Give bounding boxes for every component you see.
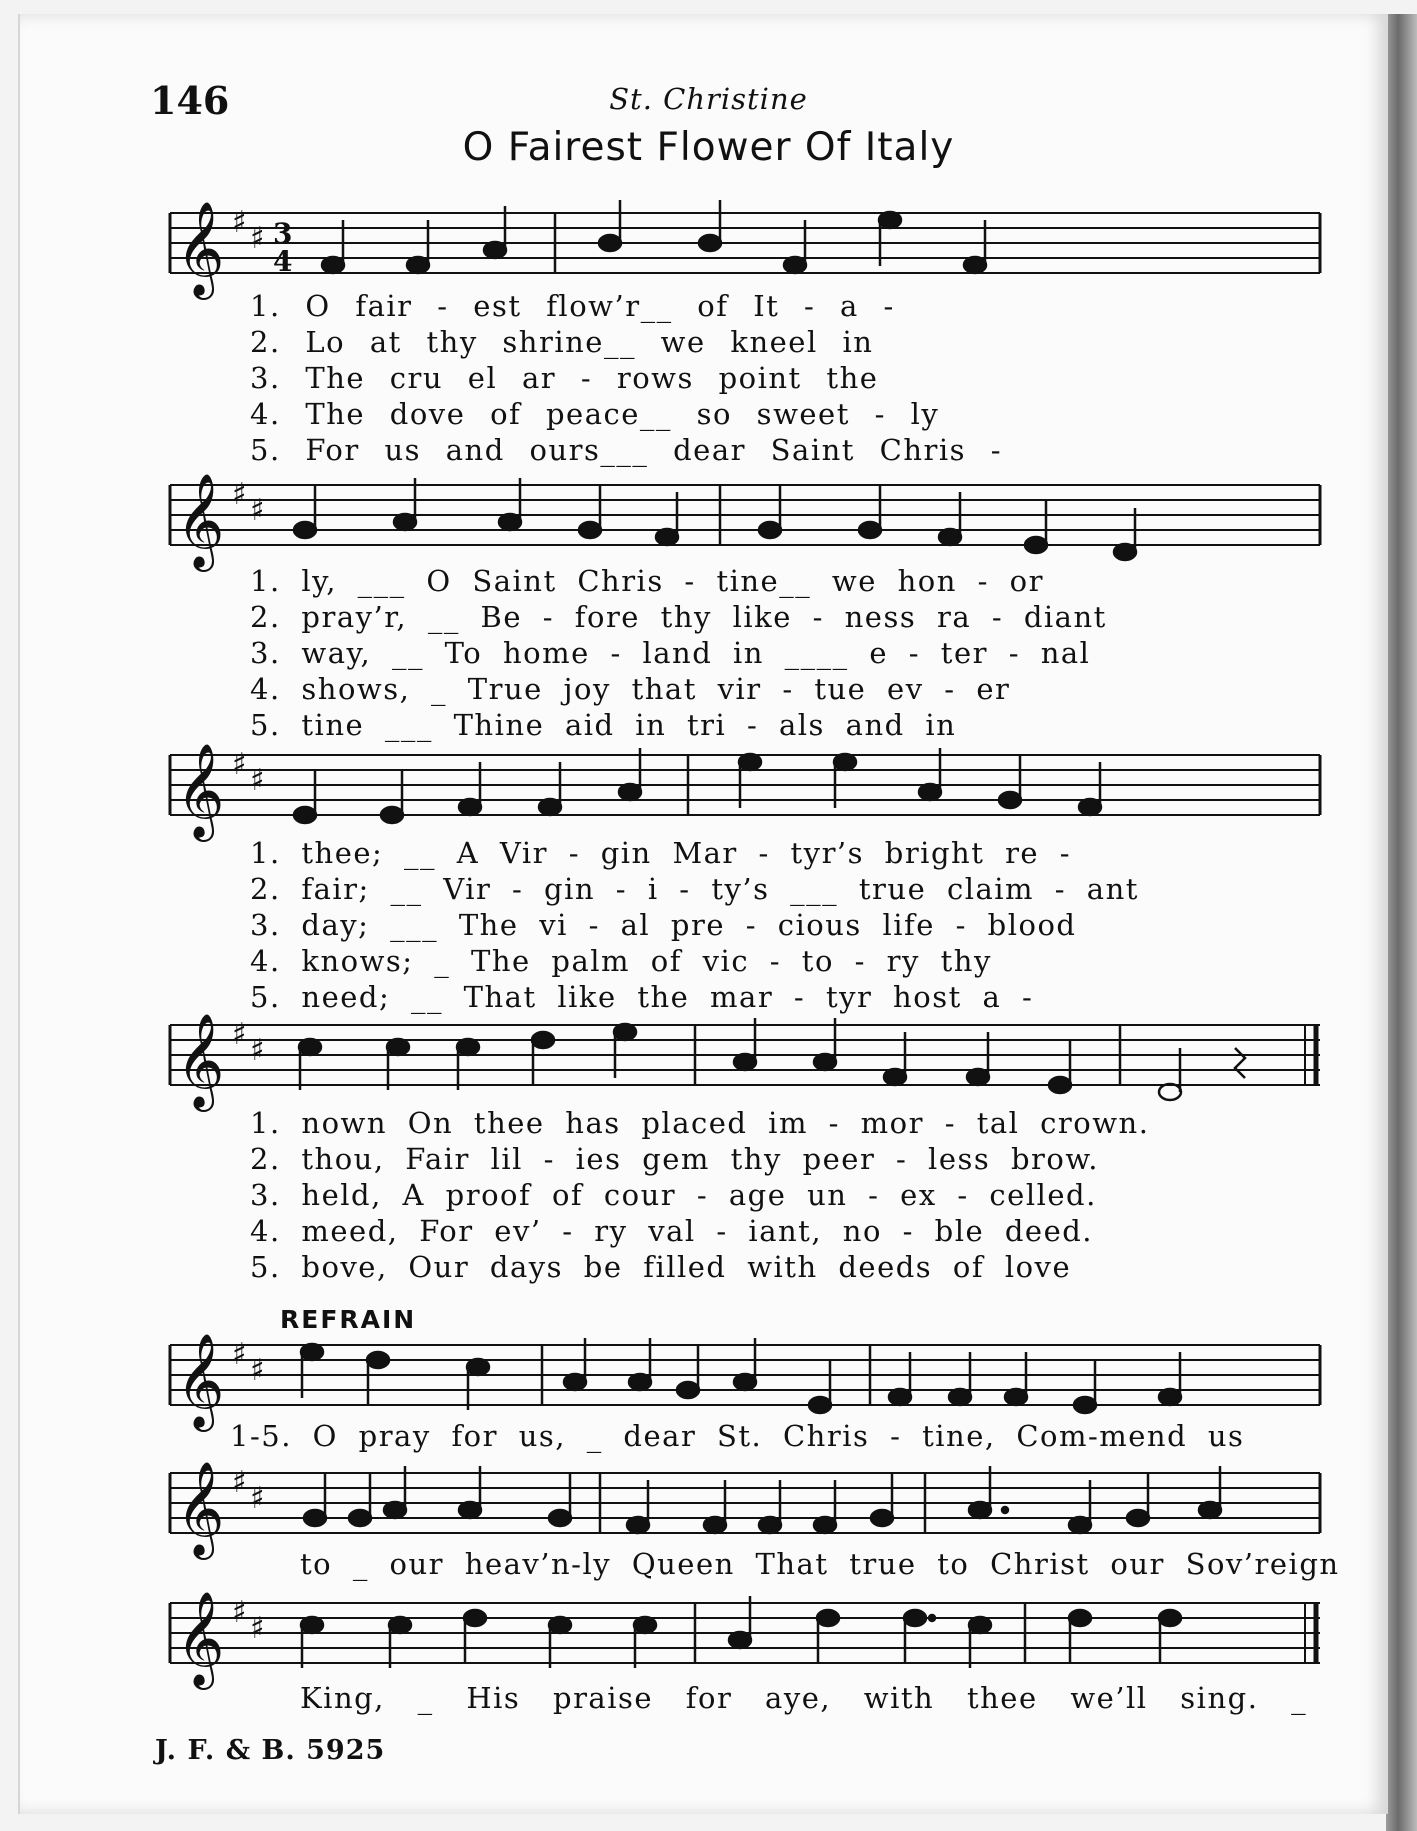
key-signature-sharp-icon: ♯ <box>232 747 247 782</box>
lyric-line: 3. day; ___ The vi - al pre - cious life - blood <box>250 908 1077 942</box>
verse-lyrics-1 <box>250 288 1330 468</box>
note-group <box>322 200 986 273</box>
treble-clef-icon: 𝄞 <box>176 743 225 838</box>
lyric-line: 5. bove, Our days be filled with deeds of love <box>250 1250 1072 1284</box>
refrain-lyrics-1 <box>230 1418 1310 1454</box>
note-group <box>299 1018 1245 1100</box>
music-staff-5 <box>170 1330 1320 1428</box>
key-signature-sharp-icon: ♯ <box>250 763 265 798</box>
page-number: 146 <box>150 78 230 123</box>
lyric-line: 2. Lo at thy shrine__ we kneel in <box>250 325 874 359</box>
refrain-lyrics-3 <box>300 1680 1380 1716</box>
publisher-code: J. F. & B. 5925 <box>155 1735 386 1766</box>
lyric-line: 4. The dove of peace__ so sweet - ly <box>250 397 940 431</box>
key-signature-sharp-icon: ♯ <box>232 1595 247 1630</box>
lyric-line: King, _ His praise for aye, with thee we’ll sing. _ <box>300 1681 1308 1715</box>
time-signature-top: 3 <box>273 217 293 250</box>
treble-clef-icon: 𝄞 <box>176 473 225 568</box>
lyric-line: 1. ly, ___ O Saint Chris - tine__ we hon - or <box>250 564 1045 598</box>
key-signature-sharp-icon: ♯ <box>250 1353 265 1388</box>
note-group <box>294 478 1136 560</box>
tune-name: St. Christine <box>609 82 808 116</box>
time-signature-bottom: 4 <box>273 245 293 278</box>
lyric-line: 3. The cru el ar - rows point the <box>250 361 879 395</box>
lyric-line: 5. tine ___ Thine aid in tri - als and in <box>250 708 957 742</box>
key-signature-sharp-icon: ♯ <box>250 1481 265 1516</box>
refrain-label: REFRAIN <box>280 1305 417 1334</box>
lyric-line: 1-5. O pray for us, _ dear St. Chris - tine, Com-mend us <box>230 1419 1245 1453</box>
treble-clef-icon: 𝄞 <box>176 1461 225 1556</box>
lyric-line: 1. thee; __ A Vir - gin Mar - tyr’s bright re - <box>250 836 1072 870</box>
lyric-line: 1. nown On thee has placed im - mor - tal crown. <box>250 1106 1150 1140</box>
key-signature-sharp-icon: ♯ <box>250 1033 265 1068</box>
music-staff-4 <box>170 1010 1320 1108</box>
key-signature-sharp-icon: ♯ <box>232 477 247 512</box>
music-staff-2 <box>170 470 1320 568</box>
lyric-line: 4. shows, _ True joy that vir - tue ev - er <box>250 672 1011 706</box>
refrain-lyrics-2 <box>300 1546 1380 1582</box>
key-signature-sharp-icon: ♯ <box>232 1465 247 1500</box>
verse-lyrics-2 <box>250 563 1330 743</box>
lyric-line: 4. meed, For ev’ - ry val - iant, no - ble deed. <box>250 1214 1094 1248</box>
lyric-line: 5. need; __ That like the mar - tyr host a - <box>250 980 1034 1014</box>
treble-clef-icon: 𝄞 <box>176 201 225 296</box>
key-signature-sharp-icon: ♯ <box>232 1017 247 1052</box>
lyric-line: 4. knows; _ The palm of vic - to - ry thy <box>250 944 992 978</box>
key-signature-sharp-icon: ♯ <box>250 493 265 528</box>
music-staff-1 <box>170 198 1320 296</box>
key-signature-sharp-icon: ♯ <box>250 221 265 256</box>
music-staff-3 <box>170 740 1320 838</box>
treble-clef-icon: 𝄞 <box>176 1591 225 1686</box>
lyric-line: 1. O fair - est flow’r__ of It - a - <box>250 289 895 323</box>
lyric-line: 3. way, __ To home - land in ____ e - ter - nal <box>250 636 1091 670</box>
treble-clef-icon: 𝄞 <box>176 1333 225 1428</box>
key-signature-sharp-icon: ♯ <box>232 205 247 240</box>
lyric-line: 3. held, A proof of cour - age un - ex - celled. <box>250 1178 1097 1212</box>
music-staff-7 <box>170 1588 1320 1686</box>
treble-clef-icon: 𝄞 <box>176 1013 225 1108</box>
note-group <box>304 1466 1221 1533</box>
music-staff-6 <box>170 1458 1320 1556</box>
hymn-title: O Fairest Flower Of Italy <box>462 125 955 170</box>
lyric-line: to _ our heav’n-ly Queen That true to Christ our Sov’reign <box>300 1547 1340 1581</box>
book-page-edge <box>1386 14 1417 1831</box>
lyric-line: 5. For us and ours___ dear Saint Chris - <box>250 433 1003 467</box>
key-signature-sharp-icon: ♯ <box>232 1337 247 1372</box>
lyric-line: 2. thou, Fair lil - ies gem thy peer - less brow. <box>250 1142 1099 1176</box>
verse-lyrics-3 <box>250 835 1330 1015</box>
lyric-line: 2. fair; __ Vir - gin - i - ty’s ___ true claim - ant <box>250 872 1139 906</box>
verse-lyrics-4 <box>250 1105 1330 1285</box>
key-signature-sharp-icon: ♯ <box>250 1611 265 1646</box>
lyric-line: 2. pray’r, __ Be - fore thy like - ness ra - diant <box>250 600 1107 634</box>
